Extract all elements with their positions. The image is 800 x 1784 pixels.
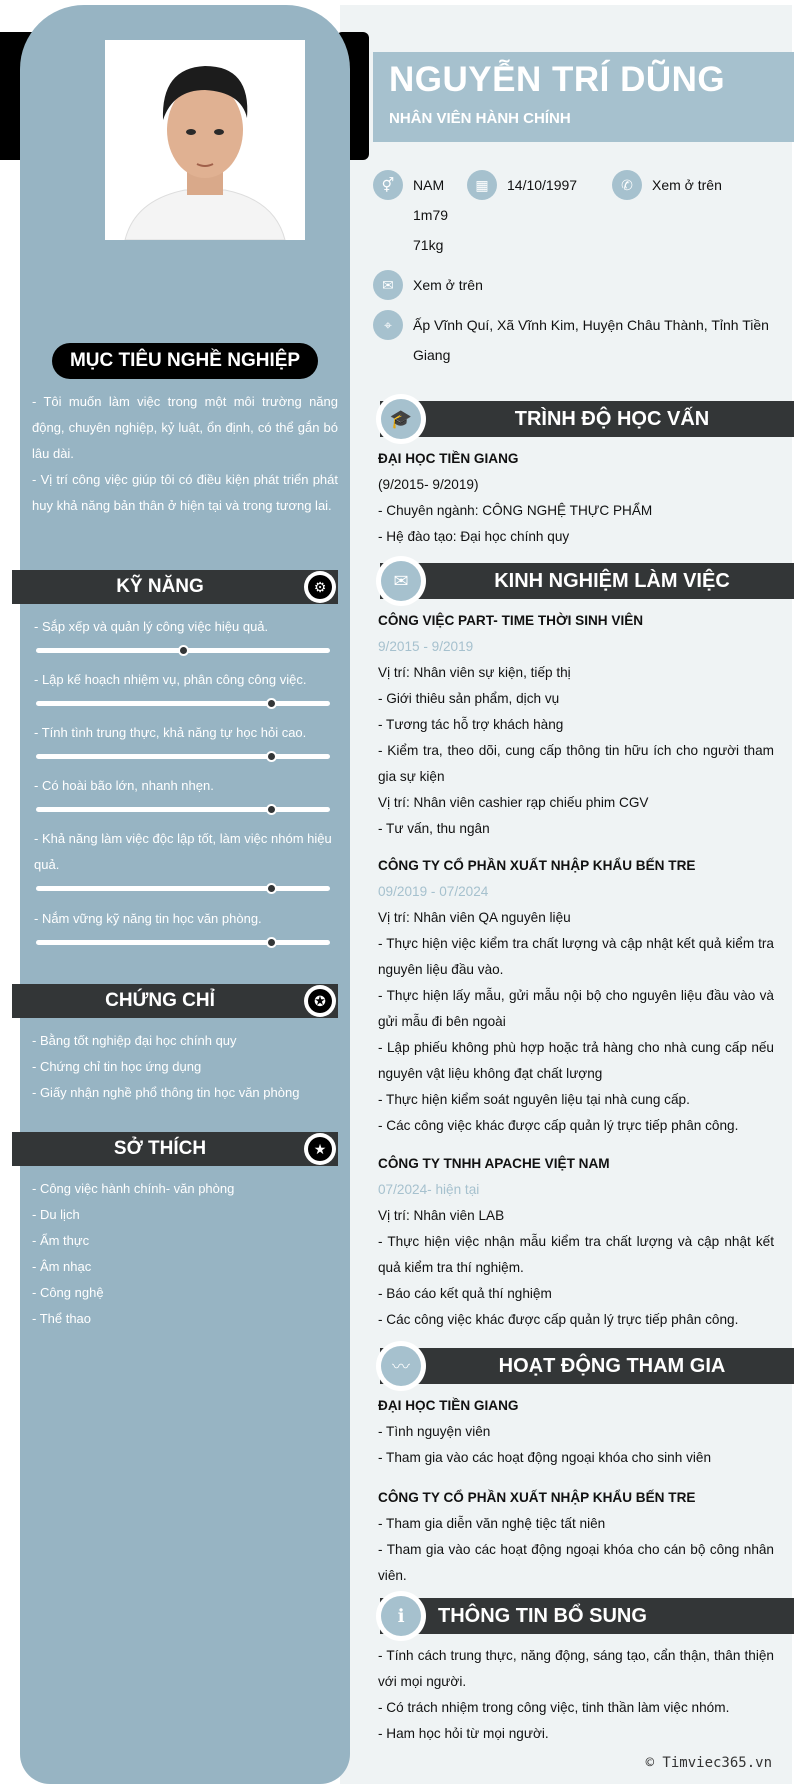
experience-heading: KINH NGHIỆM LÀM VIỆC <box>494 569 730 592</box>
skill-level-bar <box>36 940 330 945</box>
skill-text: - Lập kế hoạch nhiệm vụ, phân công công việc. <box>34 672 307 687</box>
skill-level-bar <box>36 648 330 653</box>
job-date: 9/2015 - 9/2019 <box>378 639 474 654</box>
objective-paragraph-2: - Vị trí công việc giúp tôi có điều kiện phát triển phát huy khả năng bản thân ở hiện tại và trong tương lai. <box>32 472 338 513</box>
profile-photo <box>105 40 305 240</box>
activities-heading: HOẠT ĐỘNG THAM GIA <box>498 1354 726 1377</box>
skill-text: - Khả năng làm việc độc lập tốt, làm việc nhóm hiệu quả. <box>34 831 332 872</box>
job-line: - Các công việc khác được cấp quản lý trực tiếp phân công. <box>378 1312 739 1327</box>
phone-icon: ✆ <box>612 170 642 200</box>
job-line: - Thực hiện kiểm soát nguyên liệu tại nhà cung cấp. <box>378 1092 690 1107</box>
activities-icon-ring <box>376 1341 426 1391</box>
education-mode: - Hệ đào tạo: Đại học chính quy <box>378 529 570 544</box>
email-value: Xem ở trên <box>413 277 483 293</box>
skill-level-bar <box>36 701 330 706</box>
objective-paragraph-1: - Tôi muốn làm việc trong một môi trường năng động, chuyên nghiệp, kỷ luật, ổn định, có thể gắn bó lâu dài. <box>32 394 338 461</box>
gender-icon: ⚥ <box>373 170 403 200</box>
skill-text: - Nắm vững kỹ năng tin học văn phòng. <box>34 911 262 926</box>
skill-text: - Sắp xếp và quản lý công việc hiệu quả. <box>34 619 269 634</box>
skills-heading: KỸ NĂNG <box>116 576 204 597</box>
experience-job-2 <box>378 853 774 1139</box>
education-period: (9/2015- 9/2019) <box>378 477 479 492</box>
job-line: - Giới thiêu sản phẩm, dịch vụ <box>378 691 560 706</box>
weight-value: 71kg <box>413 237 444 253</box>
education-block <box>378 446 774 550</box>
hobby-item: - Du lịch <box>32 1207 80 1222</box>
activity-org: ĐẠI HỌC TIỀN GIANG <box>378 1398 519 1413</box>
job-line: - Tương tác hỗ trợ khách hàng <box>378 717 564 732</box>
activities-group-2 <box>378 1485 774 1589</box>
graduation-cap-icon: 🎓 <box>381 399 421 439</box>
additional-line: - Tính cách trung thực, năng động, sáng tạo, cẩn thận, thân thiện với mọi người. <box>378 1648 774 1689</box>
activity-line: - Tham gia vào các hoạt động ngoại khóa cho cán bộ công nhân viên. <box>378 1542 774 1583</box>
job-line: - Các công việc khác được cấp quản lý trực tiếp phân công. <box>378 1118 739 1133</box>
education-heading-bar <box>380 401 794 437</box>
award-icon: ✪ <box>304 985 336 1017</box>
certificates-heading: CHỨNG CHỈ <box>105 990 215 1011</box>
hobby-item: - Công việc hành chính- văn phòng <box>32 1181 235 1196</box>
job-line: - Thực hiện việc kiểm tra chất lượng và cập nhật kết quả kiểm tra nguyên liệu đầu vào. <box>378 936 774 977</box>
job-line: Vị trí: Nhân viên LAB <box>378 1208 505 1223</box>
activities-group-1 <box>378 1393 774 1471</box>
location-icon: ⌖ <box>373 310 403 340</box>
activity-line: - Tham gia vào các hoạt động ngoại khóa cho sinh viên <box>378 1450 712 1465</box>
job-date: 09/2019 - 07/2024 <box>378 884 489 899</box>
certificate-item: - Giấy nhận nghề phổ thông tin học văn phòng <box>32 1085 300 1100</box>
left-column <box>20 5 350 1784</box>
job-company: CÔNG TY CỔ PHẦN XUẤT NHẬP KHẨU BẾN TRE <box>378 858 696 873</box>
job-line: Vị trí: Nhân viên sự kiện, tiếp thị <box>378 665 571 680</box>
objective-heading: MỤC TIÊU NGHỀ NGHIỆP <box>52 343 318 379</box>
certificates-list <box>32 1028 299 1106</box>
skill-text: - Có hoài bão lớn, nhanh nhẹn. <box>34 778 214 793</box>
job-title: NHÂN VIÊN HÀNH CHÍNH <box>389 110 571 127</box>
gender-value: NAM <box>413 177 445 193</box>
job-line: - Tư vấn, thu ngân <box>378 821 490 836</box>
hobby-item: - Âm nhạc <box>32 1259 92 1274</box>
education-heading: TRÌNH ĐỘ HỌC VẤN <box>514 407 710 430</box>
info-icon: ℹ <box>381 1596 421 1636</box>
skill-level-bar <box>36 807 330 812</box>
job-line: - Thực hiện việc nhận mẫu kiểm tra chất lượng và cập nhật kết quả kiểm tra thí nghiệm. <box>378 1234 774 1275</box>
calendar-icon: ▦ <box>467 170 497 200</box>
job-company: CÔNG TY TNHH APACHE VIỆT NAM <box>378 1156 610 1171</box>
activities-heading-bar <box>380 1348 794 1384</box>
activity-line: - Tham gia diễn văn nghệ tiệc tất niên <box>378 1516 606 1531</box>
certificate-item: - Chứng chỉ tin học ứng dụng <box>32 1059 202 1074</box>
job-line: Vị trí: Nhân viên cashier rạp chiếu phim CGV <box>378 795 649 810</box>
birthday-value: 14/10/1997 <box>507 177 578 193</box>
job-date: 07/2024- hiện tại <box>378 1182 480 1197</box>
hobbies-heading: SỞ THÍCH <box>113 1138 207 1159</box>
skill-text: - Tính tình trung thực, khả năng tự học hỏi cao. <box>34 725 307 740</box>
hobbies-heading-bar <box>12 1132 338 1166</box>
job-line: - Báo cáo kết quả thí nghiệm <box>378 1286 552 1301</box>
gear-icon: ⚙ <box>304 571 336 603</box>
hobbies-list <box>32 1176 234 1332</box>
additional-icon-ring <box>376 1591 426 1641</box>
additional-line: - Ham học hỏi từ mọi người. <box>378 1726 549 1741</box>
pulse-icon: 〰 <box>381 1346 421 1386</box>
experience-job-1 <box>378 608 774 842</box>
additional-heading: THÔNG TIN BỔ SUNG <box>438 1604 647 1627</box>
name-banner <box>373 52 794 142</box>
activity-line: - Tình nguyện viên <box>378 1424 491 1439</box>
job-line: - Thực hiện lấy mẫu, gửi mẫu nội bộ cho nguyên liệu đầu vào và gửi mẫu đi bên ngoài <box>378 988 774 1029</box>
skill-level-bar <box>36 754 330 759</box>
experience-heading-bar <box>380 563 794 599</box>
star-icon: ★ <box>304 1133 336 1165</box>
job-company: CÔNG VIỆC PART- TIME THỜI SINH VIÊN <box>378 613 644 628</box>
education-icon-ring <box>376 394 426 444</box>
job-line: Vị trí: Nhân viên QA nguyên liệu <box>378 910 571 925</box>
education-major: - Chuyên ngành: CÔNG NGHỆ THỰC PHẨM <box>378 503 653 518</box>
hobby-item: - Thể thao <box>32 1311 92 1326</box>
activity-org: CÔNG TY CỔ PHẦN XUẤT NHẬP KHẨU BẾN TRE <box>378 1490 696 1505</box>
skill-level-bar <box>36 886 330 891</box>
certificates-heading-bar <box>12 984 338 1018</box>
job-line: - Kiểm tra, theo dõi, cung cấp thông tin hữu ích cho người tham gia sự kiện <box>378 743 774 784</box>
additional-line: - Có trách nhiệm trong công việc, tinh thần làm việc nhóm. <box>378 1700 730 1715</box>
hobby-item: - Công nghệ <box>32 1285 104 1300</box>
footer-watermark: © Timviec365.vn <box>645 1755 772 1771</box>
address-line-1: Ấp Vĩnh Quí, Xã Vĩnh Kim, Huyện Châu Thành, Tỉnh Tiền <box>413 317 769 333</box>
additional-heading-bar <box>380 1598 794 1634</box>
skills-heading-bar <box>12 570 338 604</box>
address-line-2: Giang <box>413 347 451 363</box>
certificate-item: - Bằng tốt nghiệp đại học chính quy <box>32 1033 237 1048</box>
hobby-item: - Ẩm thực <box>32 1233 90 1248</box>
avatar-illustration <box>105 40 305 240</box>
experience-job-3 <box>378 1151 774 1333</box>
additional-block <box>378 1643 774 1747</box>
skill-level-knob <box>178 645 189 656</box>
job-line: - Lập phiếu không phù hợp hoặc trả hàng cho nhà cung cấp nếu nguyên vật liệu không đạt chất lượng <box>378 1040 774 1081</box>
experience-icon-ring <box>376 556 426 606</box>
candidate-name: NGUYỄN TRÍ DŨNG <box>389 60 726 99</box>
phone-value: Xem ở trên <box>652 177 722 193</box>
email-icon: ✉ <box>373 270 403 300</box>
height-value: 1m79 <box>413 207 449 223</box>
school-name: ĐẠI HỌC TIỀN GIANG <box>378 451 519 466</box>
briefcase-icon: ✉ <box>381 561 421 601</box>
